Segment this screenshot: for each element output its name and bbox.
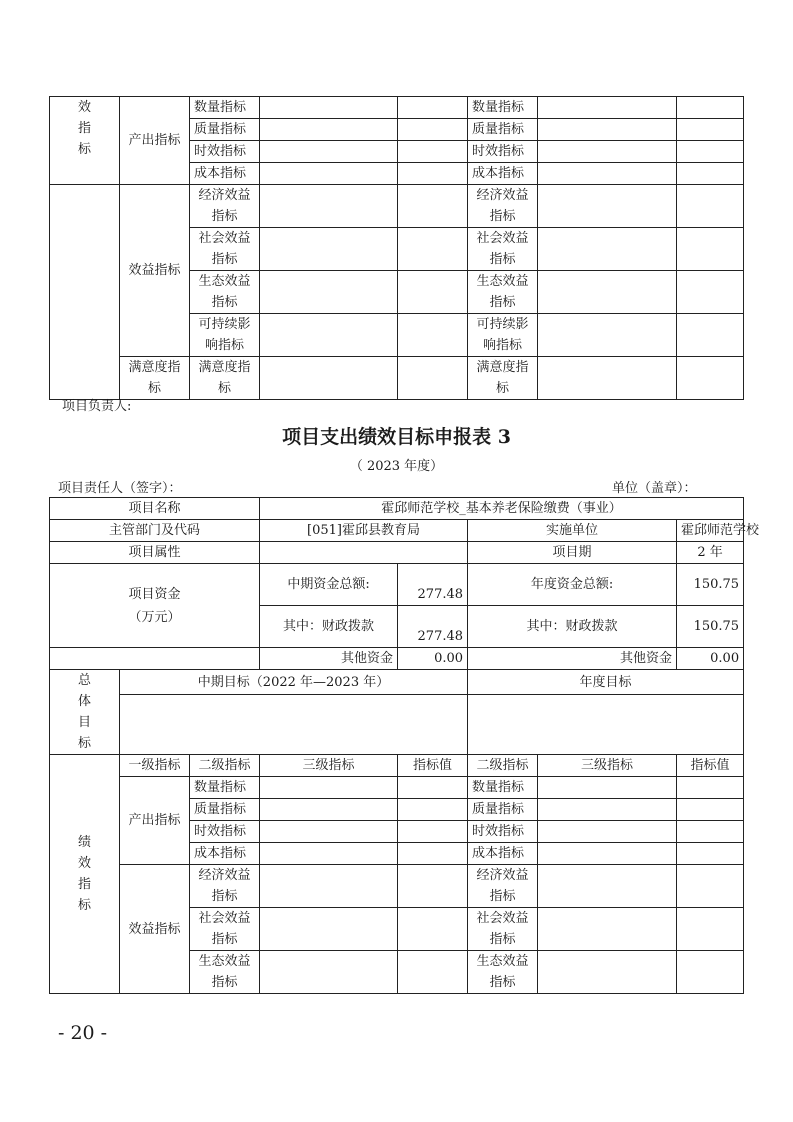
- row-quantity-annual: 数量指标: [468, 97, 538, 119]
- row-quality: 质量指标: [190, 119, 260, 141]
- impl-unit-value: 霍邱师范学校: [677, 520, 744, 542]
- main-row-quality: 质量指标: [190, 799, 260, 821]
- row-cost-annual: 成本指标: [468, 163, 538, 185]
- mid-total-label: 中期资金总额:: [260, 564, 398, 606]
- annual-goal-content: [468, 695, 744, 755]
- row-economic: 经济效益 指标: [190, 185, 260, 228]
- project-name-value: 霍邱师范学校_基本养老保险缴费（事业）: [260, 498, 744, 520]
- row-timeliness-annual: 时效指标: [468, 141, 538, 163]
- row-satisfaction-annual: 满意度指 标: [468, 357, 538, 400]
- row-ecological-annual: 生态效益 指标: [468, 271, 538, 314]
- main-row-timeliness-annual: 时效指标: [468, 821, 538, 843]
- row-social-annual: 社会效益 指标: [468, 228, 538, 271]
- unit-seal-label: 单位（盖章）：: [612, 481, 697, 496]
- mid-fiscal-value: 277.48: [398, 606, 468, 648]
- annual-goal-header: 年度目标: [468, 670, 744, 695]
- main-row-quantity: 数量指标: [190, 777, 260, 799]
- col-value-annual: 指标值: [677, 755, 744, 777]
- overall-goal-label: 总 体 目 标: [50, 670, 120, 755]
- row-timeliness: 时效指标: [190, 141, 260, 163]
- project-attr-label: 项目属性: [50, 542, 260, 564]
- dept-value: [051]霍邱县教育局: [260, 520, 468, 542]
- row-quality-annual: 质量指标: [468, 119, 538, 141]
- row-economic-annual: 经济效益 指标: [468, 185, 538, 228]
- performance-indicator-table-continued: [49, 96, 744, 400]
- main-row-economic: 经济效益 指标: [190, 865, 260, 908]
- mid-other-label: 其他资金: [260, 648, 398, 670]
- col-level3: 三级指标: [260, 755, 398, 777]
- row-sustainable-annual: 可持续影 响指标: [468, 314, 538, 357]
- row-ecological: 生态效益 指标: [190, 271, 260, 314]
- mid-goal-header: 中期目标（2022 年—2023 年）: [120, 670, 468, 695]
- perf-indicator-label: 绩 效 指 标: [50, 755, 120, 994]
- group-benefit: 效益指标: [120, 185, 190, 357]
- impl-unit-label: 实施单位: [468, 520, 677, 542]
- row-social: 社会效益 指标: [190, 228, 260, 271]
- main-row-quantity-annual: 数量指标: [468, 777, 538, 799]
- project-attr-value: [260, 542, 468, 564]
- annual-fiscal-value: 150.75: [677, 606, 744, 648]
- main-row-timeliness: 时效指标: [190, 821, 260, 843]
- main-row-social-annual: 社会效益 指标: [468, 908, 538, 951]
- col-level3-annual: 三级指标: [538, 755, 677, 777]
- project-name-label: 项目名称: [50, 498, 260, 520]
- col-value: 指标值: [398, 755, 468, 777]
- page-number: - 20 -: [58, 1022, 108, 1044]
- annual-total-label: 年度资金总额:: [468, 564, 677, 606]
- col-level2: 二级指标: [190, 755, 260, 777]
- main-row-economic-annual: 经济效益 指标: [468, 865, 538, 908]
- dept-label: 主管部门及代码: [50, 520, 260, 542]
- annual-other-value: 0.00: [677, 648, 744, 670]
- row-satisfaction: 满意度指 标: [190, 357, 260, 400]
- project-period-label: 项目期: [468, 542, 677, 564]
- year-line: （ 2023 年度）: [349, 459, 444, 474]
- main-row-quality-annual: 质量指标: [468, 799, 538, 821]
- row-quantity: 数量指标: [190, 97, 260, 119]
- annual-fiscal-label: 其中：财政拨款: [468, 606, 677, 648]
- mid-total-value: 277.48: [398, 564, 468, 606]
- group-benefit-main: 效益指标: [120, 865, 190, 994]
- mid-other-value: 0.00: [398, 648, 468, 670]
- project-period-value: 2 年: [677, 542, 744, 564]
- group-output-main: 产出指标: [120, 777, 190, 865]
- main-row-ecological: 生态效益 指标: [190, 951, 260, 994]
- row-cost: 成本指标: [190, 163, 260, 185]
- col-level2-annual: 二级指标: [468, 755, 538, 777]
- main-row-cost-annual: 成本指标: [468, 843, 538, 865]
- col-level1: 一级指标: [120, 755, 190, 777]
- annual-other-label: 其他资金: [468, 648, 677, 670]
- main-row-ecological-annual: 生态效益 指标: [468, 951, 538, 994]
- category-cell: 效 指 标: [50, 97, 120, 185]
- project-leader-label: 项目负责人:: [62, 399, 132, 414]
- group-output: 产出指标: [120, 97, 190, 185]
- page-title: 项目支出绩效目标申报表 3: [282, 426, 511, 448]
- mid-fiscal-label: 其中：财政拨款: [260, 606, 398, 648]
- main-row-cost: 成本指标: [190, 843, 260, 865]
- responsible-person-label: 项目责任人（签字）：: [58, 481, 182, 496]
- funds-label: 项目资金 （万元）: [50, 564, 260, 648]
- mid-goal-content: [120, 695, 468, 755]
- row-sustainable: 可持续影 响指标: [190, 314, 260, 357]
- group-satisfaction: 满意度指 标: [120, 357, 190, 400]
- performance-declaration-table: [49, 497, 760, 994]
- main-row-social: 社会效益 指标: [190, 908, 260, 951]
- annual-total-value: 150.75: [677, 564, 744, 606]
